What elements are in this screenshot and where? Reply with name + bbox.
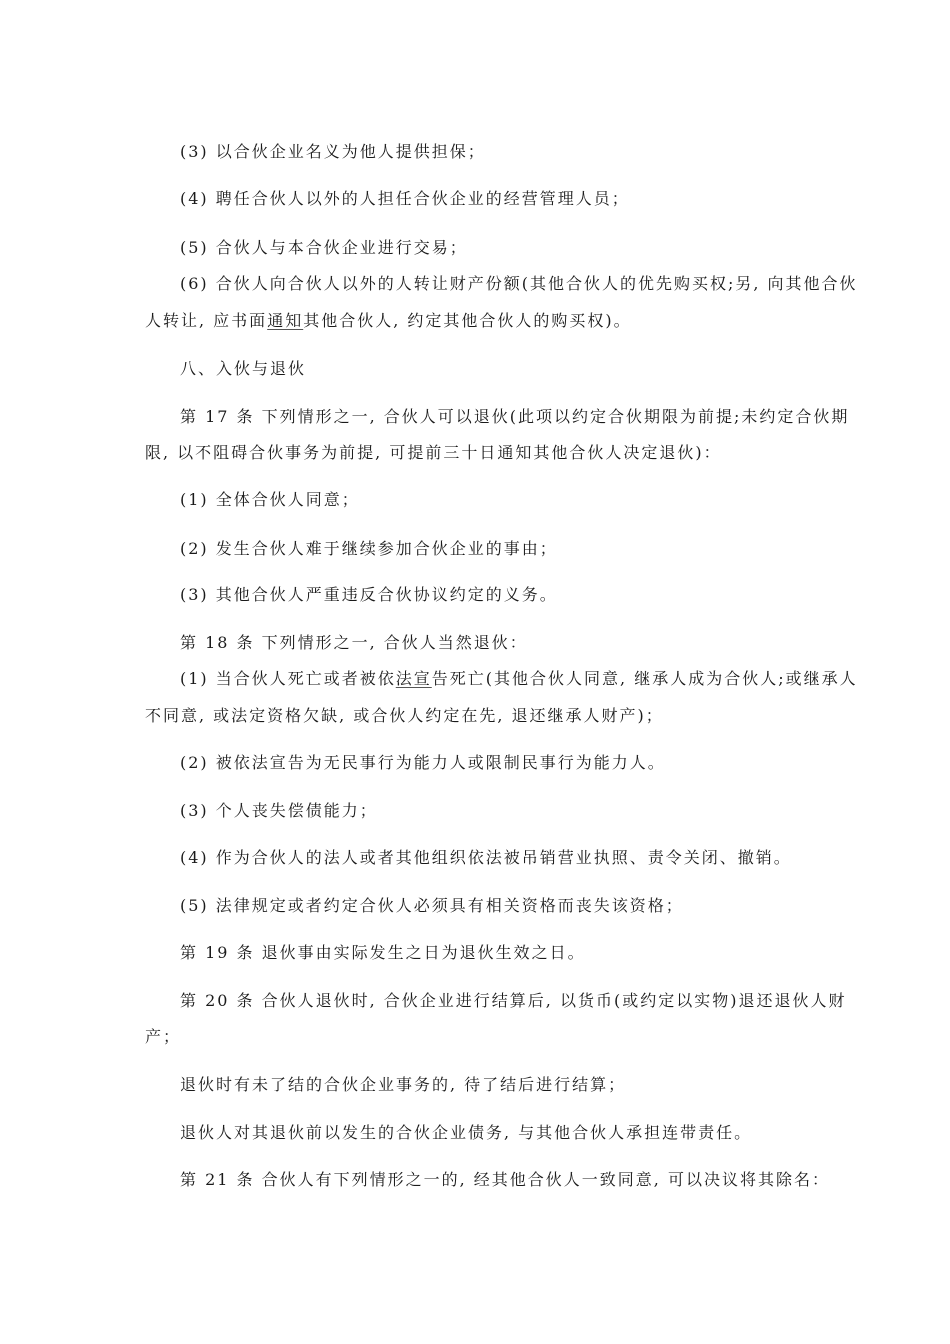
clause-item-3-guarantee: (3) 以合伙企业名义为他人提供担保； [180, 142, 486, 161]
article-18-item-5: (5) 法律规定或者约定合伙人必须具有相关资格而丧失该资格； [180, 896, 684, 915]
article-18-item-1-continuation: 不同意, 或法定资格欠缺, 或合伙人约定在先, 退还继承人财产)； [145, 706, 664, 725]
clause-item-5-transactions: (5) 合伙人与本合伙企业进行交易； [180, 238, 468, 257]
clause-item-6-continuation [145, 311, 632, 331]
text-segment: (1) 当合伙人死亡或者被依 [180, 669, 396, 688]
article-17-item-3: (3) 其他合伙人严重违反合伙协议约定的义务。 [180, 585, 558, 604]
text-segment: 其他合伙人, 约定其他合伙人的购买权)。 [303, 311, 632, 330]
article-20: 第 20 条 合伙人退伙时, 合伙企业进行结算后, 以货币(或约定以实物)退还退伙人财 [180, 991, 847, 1010]
article-20-para-2: 退伙时有未了结的合伙企业事务的, 待了结后进行结算； [180, 1075, 627, 1094]
article-20-para-3: 退伙人对其退伙前以发生的合伙企业债务, 与其他合伙人承担连带责任。 [180, 1123, 753, 1142]
clause-item-6-transfer: (6) 合伙人向合伙人以外的人转让财产份额(其他合伙人的优先购买权;另, 向其他合伙 [180, 274, 858, 293]
law-link[interactable]: 法宣 [395, 669, 432, 688]
article-17-continuation: 限, 以不阻碍合伙事务为前提, 可提前三十日通知其他合伙人决定退伙)： [145, 443, 722, 462]
article-19: 第 19 条 退伙事由实际发生之日为退伙生效之日。 [180, 943, 586, 962]
article-17-item-2: (2) 发生合伙人难于继续参加合伙企业的事由； [180, 539, 558, 558]
text-segment: 人转让, 应书面 [145, 311, 268, 330]
article-17: 第 17 条 下列情形之一, 合伙人可以退伙(此项以约定合伙期限为前提;未约定合伙期 [180, 407, 850, 426]
article-21: 第 21 条 合伙人有下列情形之一的, 经其他合伙人一致同意, 可以决议将其除名： [180, 1170, 830, 1189]
section-heading: 八、入伙与退伙 [180, 359, 307, 378]
article-20-continuation: 产； [145, 1027, 182, 1046]
clause-item-4-hire-managers: (4) 聘任合伙人以外的人担任合伙企业的经营管理人员； [180, 189, 630, 208]
article-17-item-1: (1) 全体合伙人同意； [180, 490, 360, 509]
article-18-item-4: (4) 作为合伙人的法人或者其他组织依法被吊销营业执照、责令关闭、撤销。 [180, 848, 792, 867]
text-segment: 告死亡(其他合伙人同意, 继承人成为合伙人;或继承人 [431, 669, 858, 688]
article-18-item-1 [180, 669, 858, 689]
article-18: 第 18 条 下列情形之一, 合伙人当然退伙： [180, 633, 528, 652]
notice-link[interactable]: 通知 [267, 311, 304, 330]
article-18-item-2: (2) 被依法宣告为无民事行为能力人或限制民事行为能力人。 [180, 753, 666, 772]
article-18-item-3: (3) 个人丧失偿债能力； [180, 801, 378, 820]
